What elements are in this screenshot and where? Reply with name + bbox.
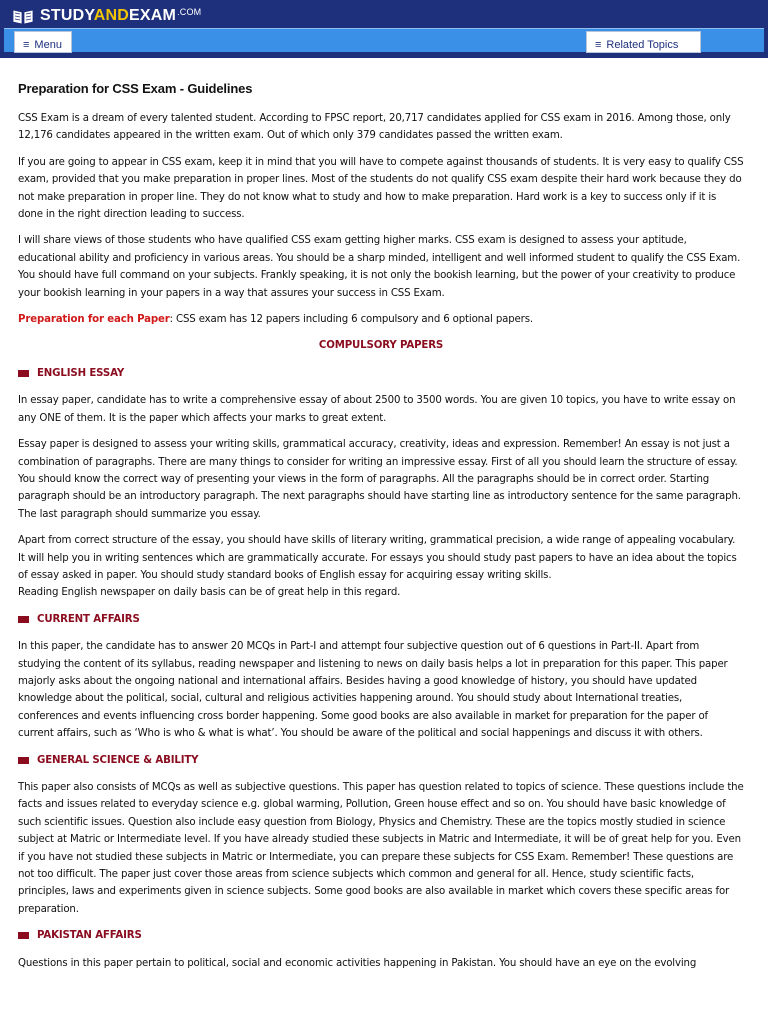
square-bullet-icon [18,370,29,377]
pakistan-affairs-paragraph: Questions in this paper pertain to political, social and economic activities happening in Pakistan. You should have an eye on the evolving [18,957,697,969]
hamburger-icon: ≡ [595,38,602,51]
logo-text [40,7,201,25]
square-bullet-icon [18,757,29,764]
section-heading-label: PAKISTAN AFFAIRS [37,930,142,942]
intro-paragraph-3: I will share views of those students who have qualified CSS exam getting higher marks. CSS exam is designed to assess your aptitude, educational ability and proficiency in various areas. You should be a sharp minded, intelligent and well informed student to qualify the CSS Exam. You should have full command on your subjects. Frankly speaking, it is not only the bookish learning, but the power of your creativity to produce your bookish learning in your papers in a way that assures your success in CSS Exam. [18,235,741,299]
intro-paragraph-2: If you are going to appear in CSS exam, keep it in mind that you will have to compete against thousands of students. It is very easy to qualify CSS exam, provided that you make preparation in proper lines. Most of the students do not qualify CSS exam despite their hard work because they do not make preparation in proper line. They do not know what to study and how to make preparation. Hard work is a key to success only if it is done in the right direction leading to success. [18,156,744,221]
section-heading-current-affairs [18,611,744,628]
logo-suffix: .COM [177,7,202,17]
compulsory-papers-heading: COMPULSORY PAPERS [318,340,444,352]
essay-paragraph-4: Reading English newspaper on daily basis can be of great help in this regard. [18,587,401,599]
general-science-paragraph: This paper also consists of MCQs as well as subjective questions. This paper has question related to topics of science. These questions include the facts and issues related to everyday science e.g. global warming, Pollution, Green house effect and so on. You should have basic knowledge of such scientific issues. Question also include easy question from Biology, Physics and Chemistry. These are the topics mostly studied in science subject at Matric or Intermediate level. If you have already studied these subjects in Matric and Intermediate, it will be of great help for you. Even if you have not studied these subjects in Matric or Intermediate, you can prepare these subjects for CSS Exam. Remember! These questions are not too difficult. The paper just cover those areas from science subjects which common and general for all. Hence, study scientific facts, principles, laws and experiments given in science subjects. Some good books are also available in market which covers these specific areas for preparation. [18,782,744,915]
menu-button-label: Menu [34,39,62,51]
section-heading-general-science [18,752,744,769]
section-heading-label: GENERAL SCIENCE & ABILITY [37,754,199,766]
article-body [18,74,744,981]
square-bullet-icon [18,616,29,623]
section-heading-english-essay [18,365,744,382]
section-heading-label: CURRENT AFFAIRS [37,613,140,625]
page-title: Preparation for CSS Exam - Guidelines [18,81,253,96]
logo-part-and: AND [93,7,130,24]
menu-button[interactable] [14,31,72,53]
section-heading-label: ENGLISH ESSAY [37,367,125,379]
current-affairs-paragraph: In this paper, the candidate has to answer 20 MCQs in Part-I and attempt four subjective question out of 6 questions in Part-II. Apart from studying the content of its syllabus, reading newspaper and listening to news on daily basis helps a lot in preparation for this paper. This paper majorly asks about the ongoing national and international affairs. Besides having a good knowledge of history, you should have updated knowledge about the political, social, cultural and religious activities happening around. You should study about International treaties, conferences and events influencing cross border happening. Some good books are also available in market for preparation for the paper of current affairs, such as ‘Who is who & what is what’. You should be aware of the political and social happenings and discuss it with others. [18,641,728,740]
prep-lead: Preparation for each Paper [18,314,170,326]
top-header-bar [0,0,768,58]
essay-paragraph-2: Essay paper is designed to assess your writing skills, grammatical accuracy, creativity, ideas and expression. Remember! An essay is not just a combination of paragraphs. There are many things to consider for writing an impressive essay. First of all you should learn the structure of essay. You should know the correct way of presenting your views in the form of paragraphs. All the paragraphs should be in correct order. Starting paragraph should be an introductory paragraph. The next paragraphs should have starting line as introductory sentence for the same paragraph. The last paragraph should summarize you essay. [18,439,741,520]
essay-paragraph-3: Apart from correct structure of the essay, you should have skills of literary writing, grammatical precision, a wide range of appealing vocabulary. It will help you in writing sentences which are grammatically accurate. For essays you should study past papers to have an idea about the topics of essay asked in paper. You should study standard books of English essay for acquiring essay writing skills. [18,535,737,581]
logo-part-study: STUDY [40,7,94,24]
open-book-icon [12,7,34,25]
intro-paragraph-1: CSS Exam is a dream of every talented student. According to FPSC report, 20,717 candidates applied for CSS exam in 2016. Among those, only 12,176 candidates appeared in the written exam. Out of which only 379 candidates passed the written exam. [18,113,731,142]
related-topics-label: Related Topics [606,39,679,51]
related-topics-button[interactable] [586,31,701,53]
section-heading-pakistan-affairs [18,927,744,944]
prep-paragraph [18,311,744,328]
logo-part-exam: EXAM [129,7,177,24]
site-logo[interactable] [12,4,201,28]
essay-paragraph-1: In essay paper, candidate has to write a comprehensive essay of about 2500 to 3500 words. You are given 10 topics, you have to write essay on any ONE of them. It is the paper which affects your marks to great extent. [18,395,736,424]
nav-strip [4,28,764,52]
hamburger-icon: ≡ [23,38,30,51]
square-bullet-icon [18,932,29,939]
prep-text: : CSS exam has 12 papers including 6 compulsory and 6 optional papers. [169,314,533,326]
